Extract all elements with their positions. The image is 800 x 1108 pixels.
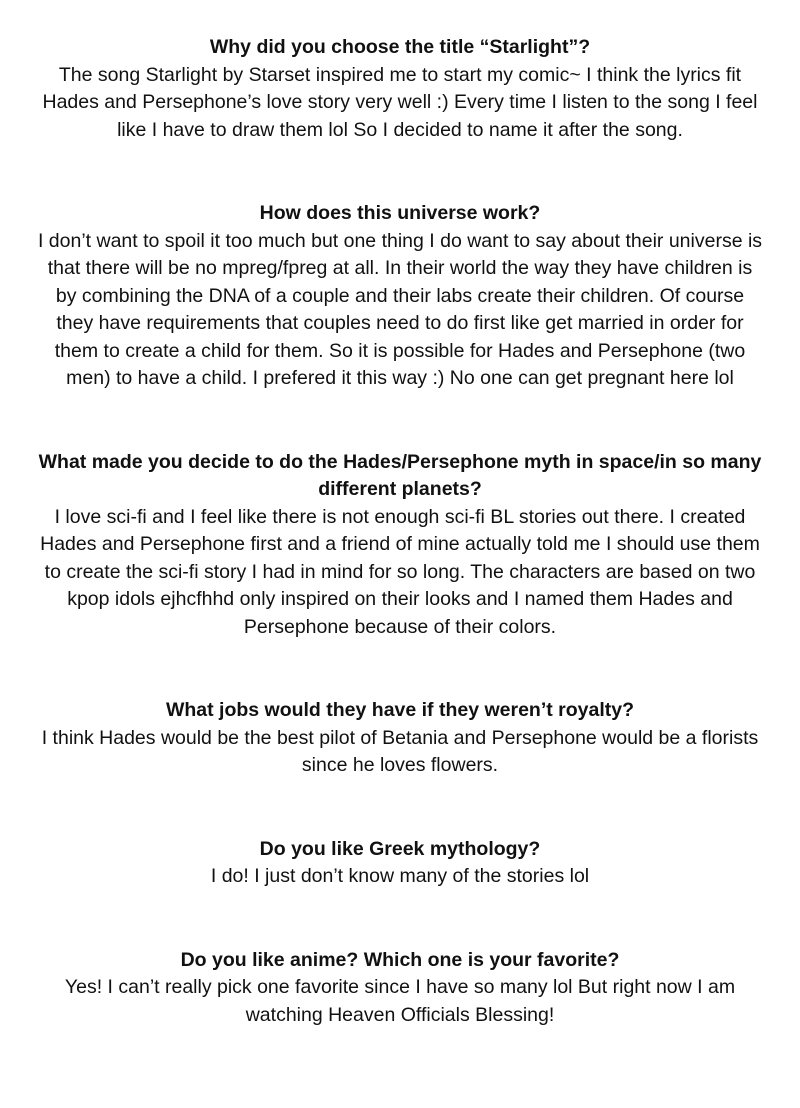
- answer-text: I don’t want to spoil it too much but one thing I do want to say about their universe is that there will be no mpreg/fpreg at all. In their world the way they have children is by combining the DNA of a couple and their labs create their children. Of course they have requirements that couples need to do first like get married in order for them to create a child for them. So it is possible for Hades and Persephone (two men) to have a child. I prefered it this way :) No one can get pregnant here lol: [37, 229, 763, 389]
- qa-item-greek-mythology: [36, 836, 764, 891]
- qa-item-space-myth: [36, 449, 764, 642]
- qa-item-anime: [36, 947, 764, 1030]
- question-heading: Do you like anime? Which one is your favorite?: [180, 948, 620, 971]
- question-heading: What jobs would they have if they weren’t royalty?: [165, 699, 635, 721]
- question-heading: Do you like Greek mythology?: [259, 837, 541, 860]
- answer-text: I think Hades would be the best pilot of Betania and Persephone would be a florists since he loves flowers.: [41, 726, 759, 776]
- qa-item-title: [36, 34, 764, 144]
- question-heading: What made you decide to do the Hades/Persephone myth in space/in so many different planets?: [38, 450, 762, 500]
- question-heading: Why did you choose the title “Starlight”?: [209, 36, 591, 58]
- answer-text: I love sci-fi and I feel like there is not enough sci-fi BL stories out there. I created Hades and Persephone first and a friend of mine actually told me I should use them to create the sci-fi story I had in mind for so long. The characters are based on two kpop idols ejhcfhhd only inspired on their looks and I named them Hades and Persephone because of their colors.: [40, 505, 760, 638]
- qa-item-universe: [36, 200, 764, 393]
- answer-text: The song Starlight by Starset inspired me to start my comic~ I think the lyrics fit Hades and Persephone’s love story very well :) Every time I listen to the song I feel like I have to draw them lol So I decided to name it after the song.: [42, 63, 758, 141]
- answer-text: I do! I just don’t know many of the stories lol: [210, 865, 590, 887]
- answer-text: Yes! I can’t really pick one favorite since I have so many lol But right now I am watching Heaven Officials Blessing!: [64, 976, 736, 1026]
- question-heading: How does this universe work?: [259, 202, 541, 224]
- qa-item-jobs: [36, 697, 764, 780]
